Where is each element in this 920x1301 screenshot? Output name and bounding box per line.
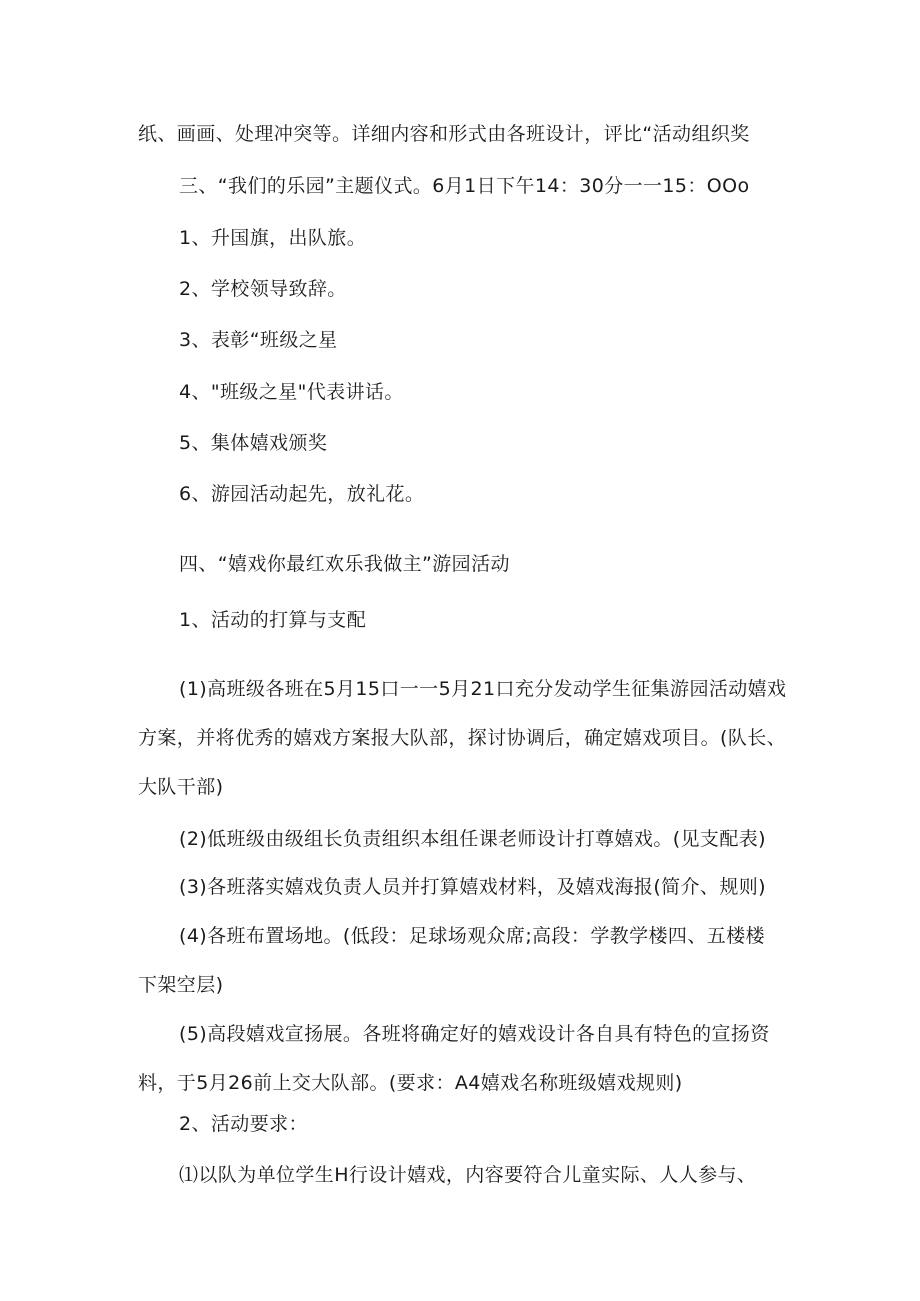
list-item: 2、学校领导致辞。 [179, 278, 347, 300]
list-item: 5、集体嬉戏颁奖 [179, 432, 328, 454]
text-line: 纸、画画、处理冲突等。详细内容和形式由各班设计，评比“活动组织奖 [138, 123, 750, 145]
text-line: (5)高段嬉戏宣扬展。各班将确定好的嬉戏设计各自具有特色的宣扬资 [179, 1023, 770, 1045]
text-line: (1)高班级各班在5月15口一一5月21口充分发动学生征集游园活动嬉戏 [179, 678, 787, 700]
text-line: 方案，并将优秀的嬉戏方案报大队部，探讨协调后，确定嬉戏项目。(队长、 [138, 727, 787, 749]
list-item: 4、"班级之星"代表讲话。 [179, 381, 404, 403]
list-item: 1、升国旗，出队旅。 [179, 227, 367, 249]
section-heading: 三、“我们的乐园”主题仪式。6月1日下午14：30分一一15：OOo [179, 175, 750, 197]
subsection-heading: 1、活动的打算与支配 [179, 609, 367, 631]
text-line: 料，于5月26前上交大队部。(要求：A4嬉戏名称班级嬉戏规则) [138, 1072, 683, 1094]
text-line: ⑴以队为单位学生H行设计嬉戏，内容要符合儿童实际、人人参与、 [179, 1164, 757, 1186]
text-line: 大队干部) [138, 776, 224, 798]
list-item: 6、游园活动起先，放礼花。 [179, 483, 425, 505]
text-line: (2)低班级由级组长负责组织本组任课老师设计打尊嬉戏。(见支配表) [179, 828, 766, 850]
text-line: 下架空层) [138, 974, 224, 996]
subsection-heading: 2、活动要求： [179, 1113, 308, 1135]
list-item: 3、表彰“班级之星 [179, 329, 338, 351]
text-line: (3)各班落实嬉戏负责人员并打算嬉戏材料，及嬉戏海报(简介、规则) [179, 876, 766, 898]
section-heading: 四、“嬉戏你最红欢乐我做主”游园活动 [179, 553, 510, 575]
text-line: (4)各班布置场地。(低段：足球场观众席;高段：学教学楼四、五楼楼 [179, 925, 765, 947]
